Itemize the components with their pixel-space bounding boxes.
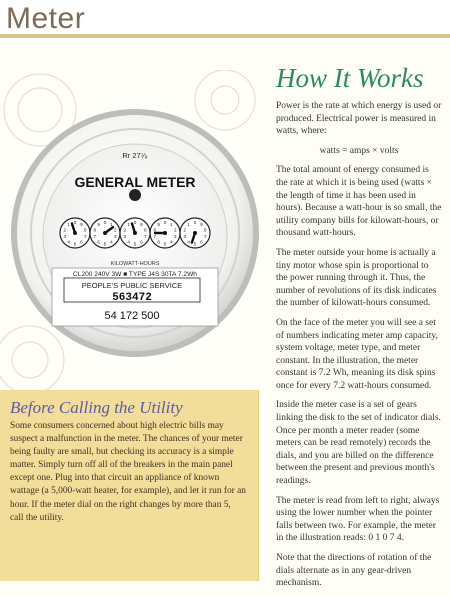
brand-label: GENERAL METER — [74, 174, 196, 190]
how-it-works-column — [276, 62, 442, 597]
dials — [60, 218, 210, 248]
paragraph-7: Note that the directions of rotation of the dials alternate as in any gear-driven mechanism. — [276, 553, 432, 589]
dial-digit: 2 — [183, 227, 187, 233]
dial-digit: 9 — [140, 222, 143, 228]
dial-digit: 9 — [80, 222, 83, 228]
dial-digit: 8 — [83, 227, 87, 233]
dial-digit: 1 — [187, 222, 190, 228]
dial-digit: 3 — [173, 234, 177, 240]
dial-digit: 3 — [183, 234, 187, 240]
paragraph-2: The total amount of energy consumed is the rate at which it is being used (watts × the length of time it has been used in hours). Because a watt-hour is so small, the utility company bills for kilowatt-hours, or thousand watt-hours. — [276, 165, 442, 239]
dial-digit: 1 — [67, 222, 70, 228]
sidebar-heading: Before Calling the Utility — [10, 398, 183, 417]
dial-digit: 8 — [203, 227, 207, 233]
dial-digit: 4 — [170, 239, 173, 245]
dial-digit: 9 — [157, 222, 160, 228]
meter-dial — [150, 218, 180, 248]
dial-digit: 7 — [153, 234, 157, 240]
dial-digit: 5 — [193, 241, 197, 247]
dial-digit: 1 — [110, 222, 113, 228]
dial-digit: 0 — [103, 220, 107, 225]
dial-digit: 5 — [73, 241, 77, 247]
dial-digit: 3 — [123, 234, 127, 240]
meter-number: 563472 — [112, 292, 152, 304]
dial-digit: 6 — [157, 239, 160, 245]
meter-dial — [120, 218, 150, 248]
meter-dial — [90, 218, 120, 248]
dial-digit: 8 — [143, 227, 147, 233]
dial-digit: 9 — [200, 222, 203, 228]
dial-digit: 0 — [133, 220, 137, 225]
dial-digit: 9 — [97, 222, 100, 228]
formula: watts = amps × volts — [319, 145, 399, 156]
dial-digit: 0 — [193, 220, 197, 225]
dial-digit: 2 — [173, 227, 177, 233]
dial-digit: 7 — [203, 234, 207, 240]
dial-digit: 5 — [133, 241, 137, 247]
how-it-works-heading: How It Works — [276, 63, 424, 93]
dial-digit: 6 — [200, 239, 203, 245]
dial-digit: 4 — [110, 239, 113, 245]
reset-dot — [129, 189, 141, 201]
dial-digit: 6 — [80, 239, 83, 245]
dial-digit: 8 — [93, 227, 97, 233]
dial-digit: 1 — [127, 222, 130, 228]
dial-digit: 2 — [123, 227, 127, 233]
meter-dial — [60, 218, 90, 248]
paragraph-3: The meter outside your home is actually a tiny motor whose spin is proportional to the power running through it. Thus, the number of revolutions of its disk indicates the number of kilowatt-hours consumed. — [276, 247, 437, 309]
electric-meter-illustration — [10, 108, 260, 358]
dial-digit: 8 — [153, 227, 157, 233]
dial-digit: 2 — [113, 227, 117, 233]
dial-digit: 4 — [187, 239, 190, 245]
dial-digit: 4 — [127, 239, 130, 245]
sidebar-body: Some consumers concerned about high electric bills may suspect a malfunction in the meter. The chances of your meter being faulty are small, but checking its accuracy is a simple matter. Simply turn off all of the breakers in the main panel except one. Plug into that circuit an appliance of known wattage (a 5,000-watt heater, for example), and let it run for an hour. If the meter dial on the right changes by more than 5, call the utility. — [10, 421, 246, 523]
meter-dial — [180, 218, 210, 248]
before-calling-sidebar — [0, 390, 259, 581]
dial-digit: 0 — [163, 220, 167, 225]
dial-digit: 3 — [63, 234, 67, 240]
dial-digit: 5 — [103, 241, 107, 247]
paragraph-4: On the face of the meter you will see a set of numbers indicating meter amp capacity, system voltage, meter type, and meter constant. In the illustration, the meter constant is 7.2 Wh, meaning its disk spins once for every 7.2 watt-hours consumed. — [276, 317, 438, 391]
title-bar — [0, 0, 450, 40]
dial-digit: 3 — [113, 234, 117, 240]
paragraph-5: Inside the meter case is a set of gears linking the disk to the set of indicator dials. Once per month a meter reader (some meters can be read remotely) records the dials, and you are billed on the difference between the present and previous month's readings. — [276, 400, 441, 487]
utility-label: PEOPLE'S PUBLIC SERVICE — [81, 281, 183, 290]
serial-number: 54 172 500 — [104, 310, 160, 322]
dial-digit: 2 — [63, 227, 67, 233]
dial-digit: 1 — [170, 222, 173, 228]
paragraph-1: Power is the rate at which energy is used or produced. Electrical power is measured in watts, where: — [276, 101, 442, 137]
dial-digit: 7 — [143, 234, 147, 240]
page-title: Meter — [6, 2, 86, 35]
dial-digit: 6 — [97, 239, 100, 245]
dial-digit: 4 — [67, 239, 70, 245]
rr-label: Rr 27⁷⁄₉ — [122, 151, 148, 160]
dial-digit: 7 — [83, 234, 87, 240]
spec-label: CL200 240V 3W ■ TYPE J4S 30TA 7.2Wh — [73, 271, 197, 278]
paragraph-6: The meter is read from left to right, always using the lower number when the pointer falls between two. For example, the meter in the illustration reads: 0 1 0 7 4. — [276, 495, 440, 544]
dial-digit: 7 — [93, 234, 97, 240]
units-label: KILOWATT-HOURS — [110, 261, 160, 267]
dial-digit: 0 — [73, 220, 77, 225]
dial-digit: 6 — [140, 239, 143, 245]
dial-digit: 5 — [163, 241, 167, 247]
